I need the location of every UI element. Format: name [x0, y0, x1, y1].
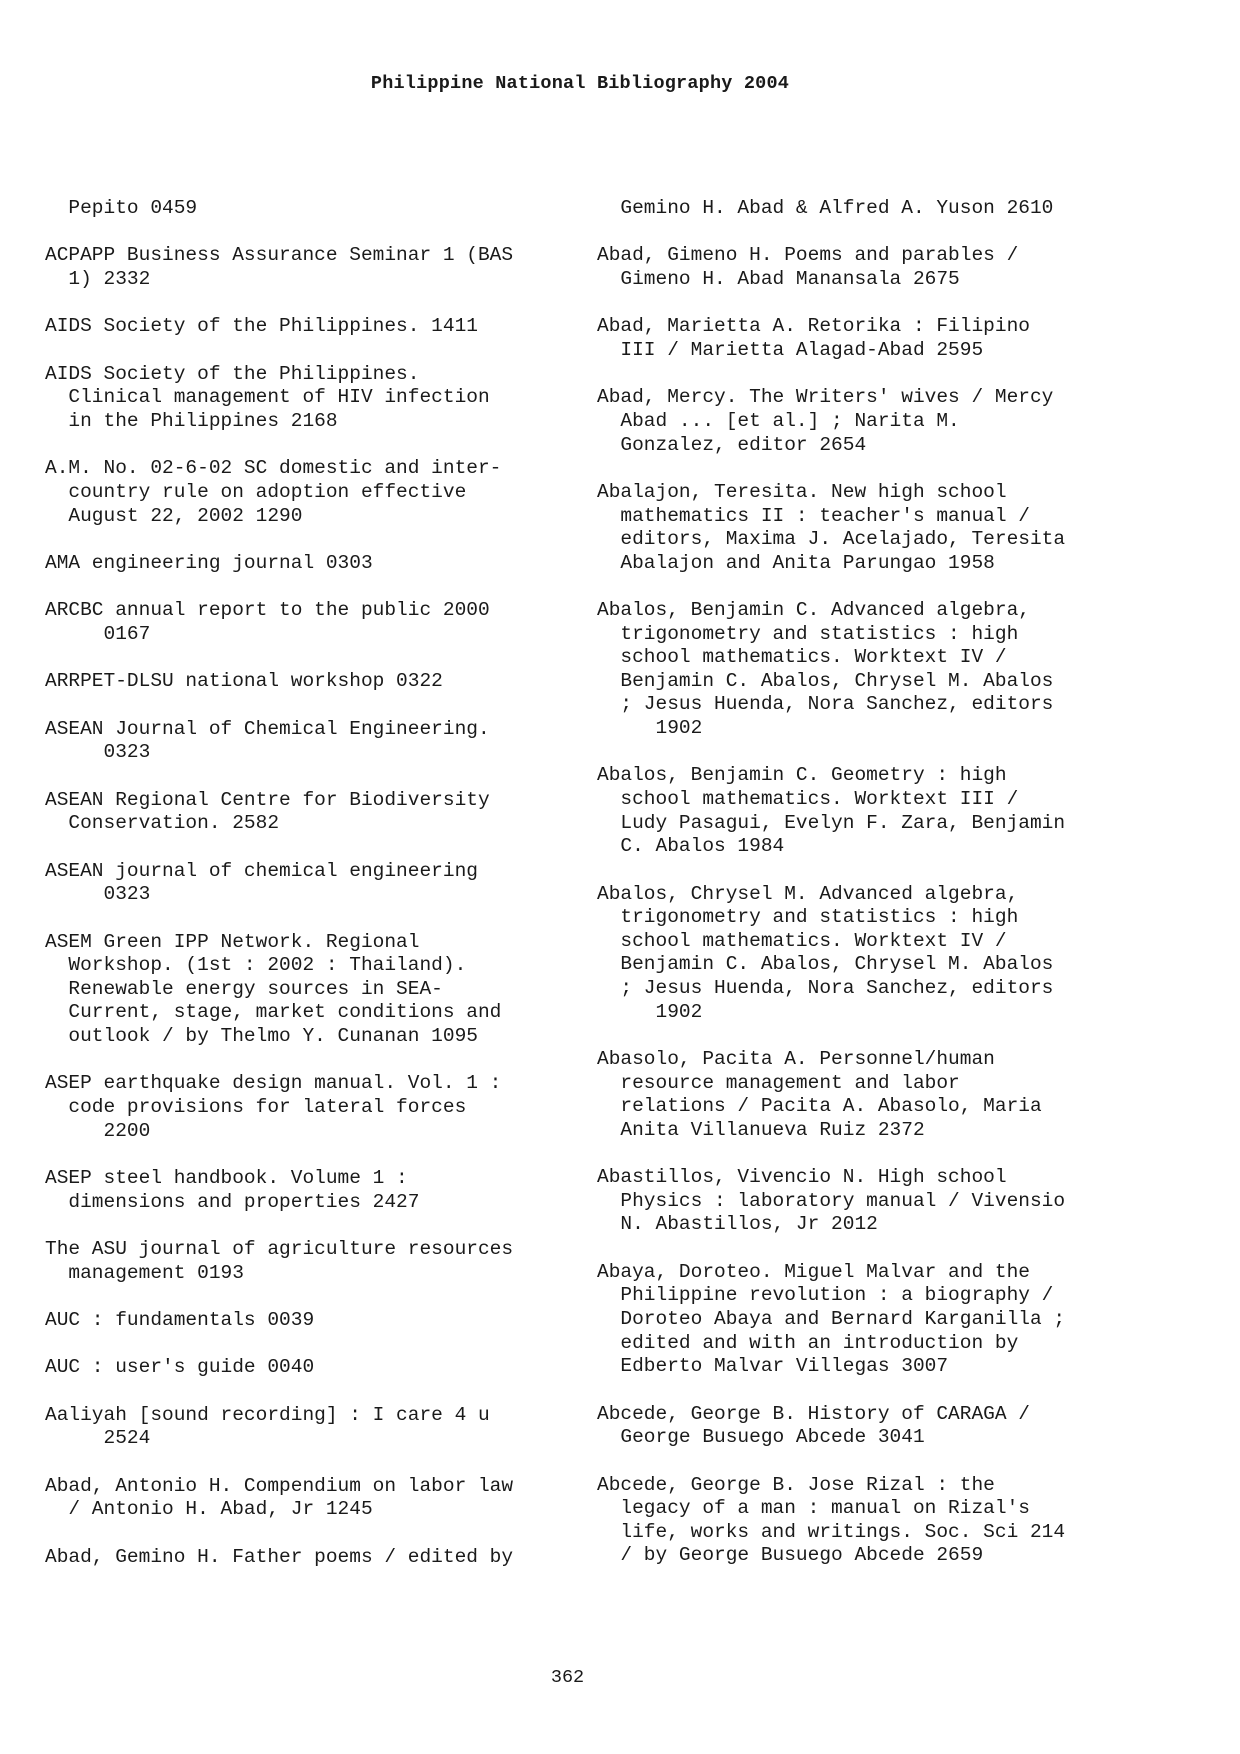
- bibliography-entry: Abalos, Chrysel M. Advanced algebra, trigonometry and statistics : high school mathematics. Worktext IV / Benjamin C. Abalos, Chrysel M. Abalos ; Jesus Huenda, Nora Sanchez, editors 1902: [597, 882, 1054, 1023]
- bibliography-entry: ASEAN Regional Centre for Biodiversity Conservation. 2582: [45, 788, 490, 835]
- bibliography-entry: Abalos, Benjamin C. Advanced algebra, trigonometry and statistics : high school mathematics. Worktext IV / Benjamin C. Abalos, Chrysel M. Abalos ; Jesus Huenda, Nora Sanchez, editors 1902: [597, 599, 1054, 740]
- bibliography-entry: Abalos, Benjamin C. Geometry : high school mathematics. Worktext III / Ludy Pasagui, Evelyn F. Zara, Benjamin C. Abalos 1984: [597, 764, 1066, 858]
- bibliography-entry: Abasolo, Pacita A. Personnel/human resource management and labor relations / Pacita A. Abasolo, Maria Anita Villanueva Ruiz 2372: [597, 1048, 1042, 1141]
- bibliography-entry: ASEAN Journal of Chemical Engineering. 0323: [45, 717, 490, 764]
- bibliography-entry: ASEP earthquake design manual. Vol. 1 : code provisions for lateral forces 2200: [45, 1072, 502, 1142]
- bibliography-entry: AIDS Society of the Philippines. 1411: [45, 315, 478, 338]
- bibliography-entry: Abalajon, Teresita. New high school mathematics II : teacher's manual / editors, Maxima J. Acelajado, Teresita Abalajon and Anita Parungao 1958: [597, 480, 1066, 574]
- bibliography-entry: Abad, Gimeno H. Poems and parables / Gimeno H. Abad Manansala 2675: [597, 244, 1019, 290]
- right-column: [597, 197, 1137, 1592]
- bibliography-entry: A.M. No. 02-6-02 SC domestic and inter- country rule on adoption effective August 22, 2002 1290: [45, 457, 502, 527]
- page-number: 362: [550, 1667, 585, 1688]
- bibliography-entry: Abaya, Doroteo. Miguel Malvar and the Philippine revolution : a biography / Doroteo Abaya and Bernard Karganilla ; edited and with an introduction by Edberto Malvar Villegas 3007: [597, 1260, 1066, 1378]
- bibliography-entry: ACPAPP Business Assurance Seminar 1 (BAS 1) 2332: [45, 244, 514, 290]
- bibliography-entry: ASEAN journal of chemical engineering 0323: [45, 859, 478, 906]
- bibliography-entry: ARRPET-DLSU national workshop 0322: [45, 670, 443, 693]
- bibliography-entry: ASEM Green IPP Network. Regional Workshop. (1st : 2002 : Thailand). Renewable energy sources in SEA- Current, stage, market conditions and outlook / by Thelmo Y. Cunanan 1095: [45, 930, 502, 1048]
- page-title: Philippine National Bibliography 2004: [370, 73, 790, 94]
- bibliography-entry: The ASU journal of agriculture resources management 0193: [45, 1237, 514, 1284]
- bibliography-entry: Abastillos, Vivencio N. High school Physics : laboratory manual / Vivensio N. Abastillos, Jr 2012: [597, 1166, 1066, 1236]
- bibliography-entry: AMA engineering journal 0303: [45, 551, 373, 574]
- bibliography-entry: ARCBC annual report to the public 2000 0167: [45, 599, 490, 645]
- bibliography-entry: Abad, Mercy. The Writers' wives / Mercy Abad ... [et al.] ; Narita M. Gonzalez, editor 2654: [597, 386, 1054, 456]
- bibliography-entry: Gemino H. Abad & Alfred A. Yuson 2610: [597, 197, 1054, 219]
- bibliography-entry: Abcede, George B. History of CARAGA / George Busuego Abcede 3041: [597, 1402, 1030, 1449]
- bibliography-entry: Abad, Gemino H. Father poems / edited by: [45, 1545, 514, 1568]
- bibliography-entry: Abad, Marietta A. Retorika : Filipino III / Marietta Alagad-Abad 2595: [597, 315, 1030, 361]
- bibliography-entry: AUC : fundamentals 0039: [45, 1308, 315, 1331]
- bibliography-entry: ASEP steel handbook. Volume 1 : dimensions and properties 2427: [45, 1166, 420, 1213]
- bibliography-entry: Abad, Antonio H. Compendium on labor law / Antonio H. Abad, Jr 1245: [45, 1474, 514, 1521]
- bibliography-entry: Aaliyah [sound recording] : I care 4 u 2524: [45, 1403, 490, 1450]
- bibliography-entry: Abcede, George B. Jose Rizal : the legacy of a man : manual on Rizal's life, works and writings. Soc. Sci 214 / by George Busuego Abcede 2659: [597, 1473, 1066, 1567]
- bibliography-entry: Pepito 0459: [45, 197, 198, 219]
- bibliography-entry: AUC : user's guide 0040: [45, 1356, 315, 1379]
- bibliography-entry: AIDS Society of the Philippines. Clinical management of HIV infection in the Philippines 2168: [45, 362, 490, 432]
- left-column: [45, 197, 585, 1593]
